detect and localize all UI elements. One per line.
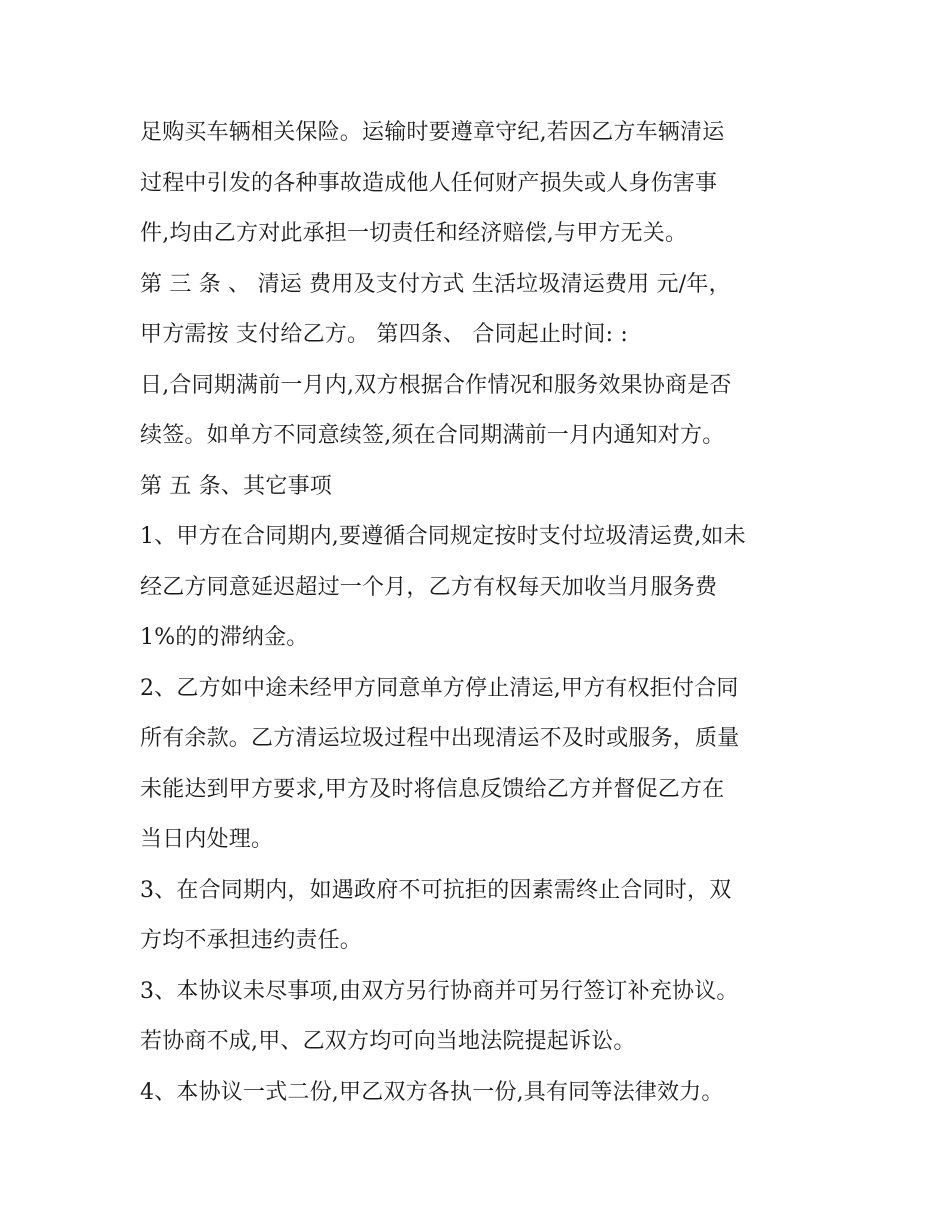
text-line: 甲方需按 支付给乙方。 第四条、 合同起止时间: :	[140, 322, 628, 347]
text-line: 若协商不成,甲、乙双方均可向当地法院提起诉讼。	[140, 1029, 636, 1054]
text-line: 方均不承担违约责任。	[140, 928, 363, 953]
text-line: 日,合同期满前一月内,双方根据合作情况和服务效果协商是否	[140, 372, 732, 398]
clause-3b: 3、本协议未尽事项,由双方另行协商并可另行签订补充协议。	[140, 978, 739, 1004]
document-body	[140, 108, 830, 1118]
text-line: 所有余款。乙方清运垃圾过程中出现清运不及时或服务，质量	[140, 726, 740, 751]
text-line: 过程中引发的各种事故造成他人任何财产损失或人身伤害事	[140, 170, 718, 196]
article-5-heading: 第 五 条、其它事项	[140, 473, 332, 499]
article-3-heading: 第 三 条 、 清运 费用及支付方式 生活垃圾清运费用 元/年，	[140, 271, 731, 297]
text-line: 1%的的滞纳金。	[140, 625, 309, 650]
text-line: 当日内处理。	[140, 827, 274, 852]
text-line: 未能达到甲方要求,甲方及时将信息反馈给乙方并督促乙方在	[140, 776, 725, 802]
text-line: 续签。如单方不同意续签,须在合同期满前一月内通知对方。	[140, 423, 725, 448]
text-line: 足购买车辆相关保险。运输时要遵章守纪,若因乙方车辆清运	[140, 120, 725, 145]
clause-2: 2、乙方如中途未经甲方同意单方停止清运,甲方有权拒付合同	[140, 675, 739, 701]
clause-1: 1、甲方在合同期内,要遵循合同规定按时支付垃圾清运费,如未	[140, 524, 746, 549]
text-line: 经乙方同意延迟超过一个月，乙方有权每天加收当月服务费	[140, 574, 718, 600]
clause-3: 3、在合同期内，如遇政府不可抗拒的因素需终止合同时，双	[140, 877, 732, 903]
clause-4: 4、本协议一式二份,甲乙双方各执一份,具有同等法律效力。	[140, 1079, 724, 1105]
text-line: 件,均由乙方对此承担一切责任和经济赔偿,与甲方无关。	[140, 221, 688, 246]
